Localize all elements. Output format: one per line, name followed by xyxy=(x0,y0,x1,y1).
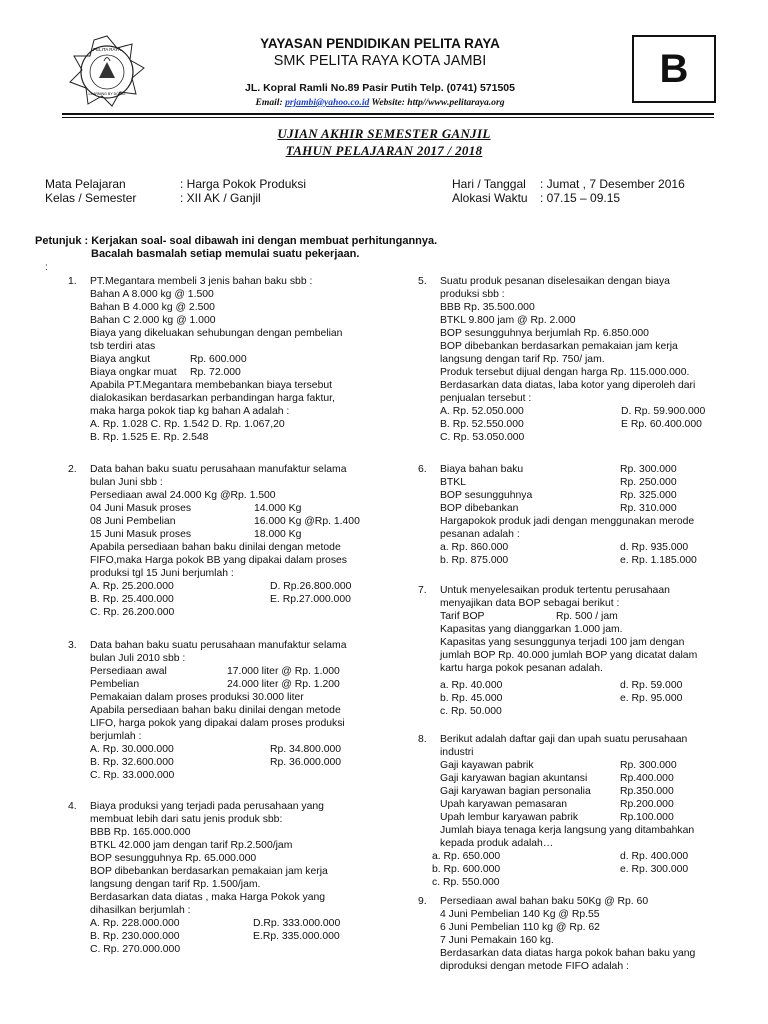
q2-option: C. Rp. 26.200.000 xyxy=(90,607,175,618)
q9-line: 4 Juni Pembelian 140 Kg @ Rp.55 xyxy=(440,909,600,920)
question-number: 6. xyxy=(418,464,427,475)
q5-option: A. Rp. 52.050.000 xyxy=(440,406,524,417)
q2-line: FIFO,maka Harga pokok BB yang dipakai dalam proses xyxy=(90,555,348,566)
contact-line xyxy=(170,97,590,108)
q5-line: Berdasarkan data diatas, laba kotor yang diperoleh dari xyxy=(440,380,696,391)
q1-line: PT.Megantara membeli 3 jenis bahan baku sbb : xyxy=(90,276,313,287)
q7-option: b. Rp. 45.000 xyxy=(440,693,503,704)
q2-value: 18.000 Kg xyxy=(254,529,302,540)
q7-line: Tarif BOP xyxy=(440,611,485,622)
q8-line: Upah karyawan pemasaran xyxy=(440,799,568,810)
q3-line: Data bahan baku suatu perusahaan manufaktur selama xyxy=(90,640,347,651)
email-link[interactable]: prjambi@yahoo.co.id xyxy=(285,97,370,108)
question-number: 8. xyxy=(418,734,427,745)
q6-line: pesanan adalah : xyxy=(440,529,520,540)
question-number: 3. xyxy=(68,640,77,651)
q6-line: BOP sesungguhnya xyxy=(440,490,533,501)
q2-option: E. Rp.27.000.000 xyxy=(270,594,351,605)
q3-line: Pembelian xyxy=(90,679,140,690)
q2-line: Persediaan awal 24.000 Kg @Rp. 1.500 xyxy=(90,490,276,501)
q1-line: Bahan B 4.000 kg @ 2.500 xyxy=(90,302,215,313)
q4-line: BBB Rp. 165.000.000 xyxy=(90,827,191,838)
q1-line: Bahan C 2.000 kg @ 1.000 xyxy=(90,315,216,326)
q6-option: a. Rp. 860.000 xyxy=(440,542,509,553)
q3-value: 17.000 liter @ Rp. 1.000 xyxy=(227,666,340,677)
school-name: SMK PELITA RAYA KOTA JAMBI xyxy=(273,53,487,69)
q7-option: c. Rp. 50.000 xyxy=(440,706,502,717)
q4-option: E.Rp. 335.000.000 xyxy=(253,931,340,942)
q3-option: Rp. 36.000.000 xyxy=(270,757,342,768)
q6-option: d. Rp. 935.000 xyxy=(620,542,689,553)
q4-option: B. Rp. 230.000.000 xyxy=(90,931,180,942)
q8-line: Jumlah biaya tenaga kerja langsung yang ditambahkan xyxy=(440,825,695,836)
q2-line: Apabila persediaan bahan baku dinilai dengan metode xyxy=(90,542,341,553)
q2-line: 08 Juni Pembelian xyxy=(90,516,176,527)
q8-line: Gaji karyawan bagian personalia xyxy=(440,786,591,797)
q4-line: BOP dibebankan berdasarkan pemakaian jam kerja xyxy=(90,866,328,877)
instructions-line2: Bacalah basmalah setiap memulai suatu pekerjaan. xyxy=(91,248,360,260)
q8-line: Gaji karyawan bagian akuntansi xyxy=(440,773,588,784)
subject-value: : Harga Pokok Produksi xyxy=(180,177,307,191)
q6-value: Rp. 310.000 xyxy=(620,503,677,514)
version-box: B xyxy=(632,35,716,103)
q6-line: BOP dibebankan xyxy=(440,503,519,514)
class-label: Kelas / Semester xyxy=(45,191,137,205)
q3-line: Apabila persediaan bahan baku dinilai dengan metode xyxy=(90,705,341,716)
q7-line: Kapasitas yang sesunggunya terjadi 100 jam dengan xyxy=(440,637,685,648)
q8-line: Gaji kayawan pabrik xyxy=(440,760,534,771)
email-label: Email: xyxy=(255,97,283,108)
q8-line: Berikut adalah daftar gaji dan upah suatu perusahaan xyxy=(440,734,688,745)
q3-line: berjumlah : xyxy=(90,731,142,742)
q8-line: Upah lembur karyawan pabrik xyxy=(440,812,579,823)
q4-line: langsung dengan tarif Rp. 1.500/jam. xyxy=(90,879,261,890)
q7-line: kartu harga pokok pesanan adalah. xyxy=(440,663,603,674)
q2-value: 16.000 Kg @Rp. 1.400 xyxy=(254,516,360,527)
header-rule xyxy=(62,113,714,115)
q4-line: Berdasarkan data diatas , maka Harga Pokok yang xyxy=(90,892,326,903)
q3-option: A. Rp. 30.000.000 xyxy=(90,744,174,755)
q3-option: C. Rp. 33.000.000 xyxy=(90,770,175,781)
q5-option: E Rp. 60.400.000 xyxy=(621,419,702,430)
school-address: JL. Kopral Ramli No.89 Pasir Putih Telp. (0741) 571505 xyxy=(245,82,515,94)
q3-line: Pemakaian dalam proses produksi 30.000 liter xyxy=(90,692,304,703)
q8-value: Rp.350.000 xyxy=(620,786,674,797)
question-number: 4. xyxy=(68,801,77,812)
q2-line: 15 Juni Masuk proses xyxy=(90,529,192,540)
q4-line: BTKL 42.000 jam dengan tarif Rp.2.500/jam xyxy=(90,840,293,851)
q5-option: B. Rp. 52.550.000 xyxy=(440,419,524,430)
q3-option: Rp. 34.800.000 xyxy=(270,744,342,755)
subject-label: Mata Pelajaran xyxy=(45,177,126,191)
q6-option: e. Rp. 1.185.000 xyxy=(620,555,697,566)
class-value: : XII AK / Ganjil xyxy=(180,191,261,205)
q1-option: B. Rp. 1.525 E. Rp. 2.548 xyxy=(90,432,209,443)
q5-line: BBB Rp. 35.500.000 xyxy=(440,302,535,313)
q5-line: langsung dengan tarif Rp. 750/ jam. xyxy=(440,354,605,365)
q2-option: B. Rp. 25.400.000 xyxy=(90,594,174,605)
q8-option: a. Rp. 650.000 xyxy=(432,851,501,862)
q8-value: Rp.400.000 xyxy=(620,773,674,784)
q1-line: Bahan A 8.000 kg @ 1.500 xyxy=(90,289,214,300)
q4-option: A. Rp. 228.000.000 xyxy=(90,918,180,929)
q8-line: kepada produk adalah… xyxy=(440,838,554,849)
q4-line: Biaya produksi yang terjadi pada perusahaan yang xyxy=(90,801,324,812)
q8-option: c. Rp. 550.000 xyxy=(432,877,500,888)
q6-line: Biaya bahan baku xyxy=(440,464,524,475)
school-logo xyxy=(66,34,148,112)
q2-option: A. Rp. 25.200.000 xyxy=(90,581,174,592)
q4-line: BOP sesungguhnya Rp. 65.000.000 xyxy=(90,853,257,864)
q5-line: BOP dibebankan berdasarkan pemakaian jam kerja xyxy=(440,341,678,352)
logo-top-text: PELITA RAYA xyxy=(93,47,121,52)
instructions-bullet: : xyxy=(45,262,48,273)
header-rule-thin xyxy=(62,117,714,118)
q3-line: bulan Juli 2010 sbb : xyxy=(90,653,186,664)
question-number: 5. xyxy=(418,276,427,287)
q3-value: 24.000 liter @ Rp. 1.200 xyxy=(227,679,340,690)
website-text: Website: http//www.pelitaraya.org xyxy=(371,97,505,108)
q7-line: jumlah BOP Rp. 40.000 jumlah BOP yang dicatat dalam xyxy=(440,650,698,661)
q6-value: Rp. 300.000 xyxy=(620,464,677,475)
q2-line: produksi tgl 15 Juni berjumlah : xyxy=(90,568,234,579)
q4-option: D.Rp. 333.000.000 xyxy=(253,918,341,929)
q1-line: Biaya angkut xyxy=(90,354,151,365)
q9-line: Persediaan awal bahan baku 50Kg @ Rp. 60 xyxy=(440,896,649,907)
time-value: : 07.15 – 09.15 xyxy=(540,191,621,205)
exam-title: UJIAN AKHIR SEMESTER GANJIL xyxy=(277,126,491,141)
q6-value: Rp. 250.000 xyxy=(620,477,677,488)
q5-line: BTKL 9.800 jam @ Rp. 2.000 xyxy=(440,315,576,326)
q5-option: D. Rp. 59.900.000 xyxy=(621,406,706,417)
question-number: 2. xyxy=(68,464,77,475)
q2-option: D. Rp.26.800.000 xyxy=(270,581,352,592)
q1-value: Rp. 72.000 xyxy=(190,367,241,378)
q6-value: Rp. 325.000 xyxy=(620,490,677,501)
q7-value: Rp. 500 / jam xyxy=(556,611,618,622)
q8-value: Rp. 300.000 xyxy=(620,760,677,771)
q7-line: Kapasitas yang dianggarkan 1.000 jam. xyxy=(440,624,623,635)
q2-value: 14.000 Kg xyxy=(254,503,302,514)
q1-line: maka harga pokok tiap kg bahan A adalah : xyxy=(90,406,290,417)
q8-option: b. Rp. 600.000 xyxy=(432,864,501,875)
q4-line: dihasilkan berjumlah : xyxy=(90,905,191,916)
q8-option: e. Rp. 300.000 xyxy=(620,864,689,875)
q1-option: A. Rp. 1.028 C. Rp. 1.542 D. Rp. 1.067,20 xyxy=(90,419,285,430)
date-label: Hari / Tanggal xyxy=(452,177,526,191)
q7-line: menyajikan data BOP sebagai berikut : xyxy=(440,598,620,609)
q8-line: industri xyxy=(440,747,474,758)
q7-line: Untuk menyelesaikan produk tertentu perusahaan xyxy=(440,585,670,596)
q7-option: a. Rp. 40.000 xyxy=(440,680,503,691)
q9-line: diproduksi dengan metode FIFO adalah : xyxy=(440,961,629,972)
q5-line: BOP sesungguhnya berjumlah Rp. 6.850.000 xyxy=(440,328,649,339)
q1-line: Biaya yang dikeluakan sehubungan dengan pembelian xyxy=(90,328,343,339)
instructions-line1: Petunjuk : Kerjakan soal- soal dibawah ini dengan membuat perhitungannya. xyxy=(35,235,438,247)
q6-line: Hargapokok produk jadi dengan menggunakan merode xyxy=(440,516,695,527)
exam-year: TAHUN PELAJARAN 2017 / 2018 xyxy=(285,143,483,158)
q2-line: 04 Juni Masuk proses xyxy=(90,503,192,514)
q7-option: e. Rp. 95.000 xyxy=(620,693,683,704)
q1-line: dialokasikan berdasarkan perbandingan harga faktur, xyxy=(90,393,335,404)
q5-line: produksi sbb : xyxy=(440,289,505,300)
q9-line: 6 Juni Pembelian 110 kg @ Rp. 62 xyxy=(440,922,600,933)
q2-line: bulan Juni sbb : xyxy=(90,477,163,488)
question-number: 7. xyxy=(418,585,427,596)
q6-option: b. Rp. 875.000 xyxy=(440,555,509,566)
q1-line: tsb terdiri atas xyxy=(90,341,156,352)
q8-value: Rp.200.000 xyxy=(620,799,674,810)
q5-line: penjualan tersebut : xyxy=(440,393,532,404)
q4-option: C. Rp. 270.000.000 xyxy=(90,944,181,955)
q3-line: Persediaan awal xyxy=(90,666,167,677)
q3-line: LIFO, harga pokok yang dipakai dalam proses produksi xyxy=(90,718,345,729)
date-value: : Jumat , 7 Desember 2016 xyxy=(540,177,685,191)
q8-value: Rp.100.000 xyxy=(620,812,674,823)
q1-line: Apabila PT.Megantara membebankan biaya tersebut xyxy=(90,380,333,391)
logo-bottom-text: LEARNING BY DOING xyxy=(88,92,126,96)
question-number: 1. xyxy=(68,276,77,287)
q5-line: Suatu produk pesanan diselesaikan dengan biaya xyxy=(440,276,670,287)
q4-line: membuat lebih dari satu jenis produk sbb: xyxy=(90,814,283,825)
q8-option: d. Rp. 400.000 xyxy=(620,851,689,862)
q9-line: 7 Juni Pemakain 160 kg. xyxy=(440,935,554,946)
q3-option: B. Rp. 32.600.000 xyxy=(90,757,174,768)
question-number: 9. xyxy=(418,896,427,907)
time-label: Alokasi Waktu xyxy=(452,191,528,205)
q5-option: C. Rp. 53.050.000 xyxy=(440,432,525,443)
q7-option: d. Rp. 59.000 xyxy=(620,680,683,691)
foundation-name: YAYASAN PENDIDIKAN PELITA RAYA xyxy=(260,36,500,51)
q5-line: Produk tersebut dijual dengan harga Rp. 115.000.000. xyxy=(440,367,690,378)
q1-value: Rp. 600.000 xyxy=(190,354,247,365)
q9-line: Berdasarkan data diatas harga pokok bahan baku yang xyxy=(440,948,696,959)
q1-line: Biaya ongkar muat xyxy=(90,367,177,378)
q6-line: BTKL xyxy=(440,477,466,488)
q2-line: Data bahan baku suatu perusahaan manufaktur selama xyxy=(90,464,347,475)
